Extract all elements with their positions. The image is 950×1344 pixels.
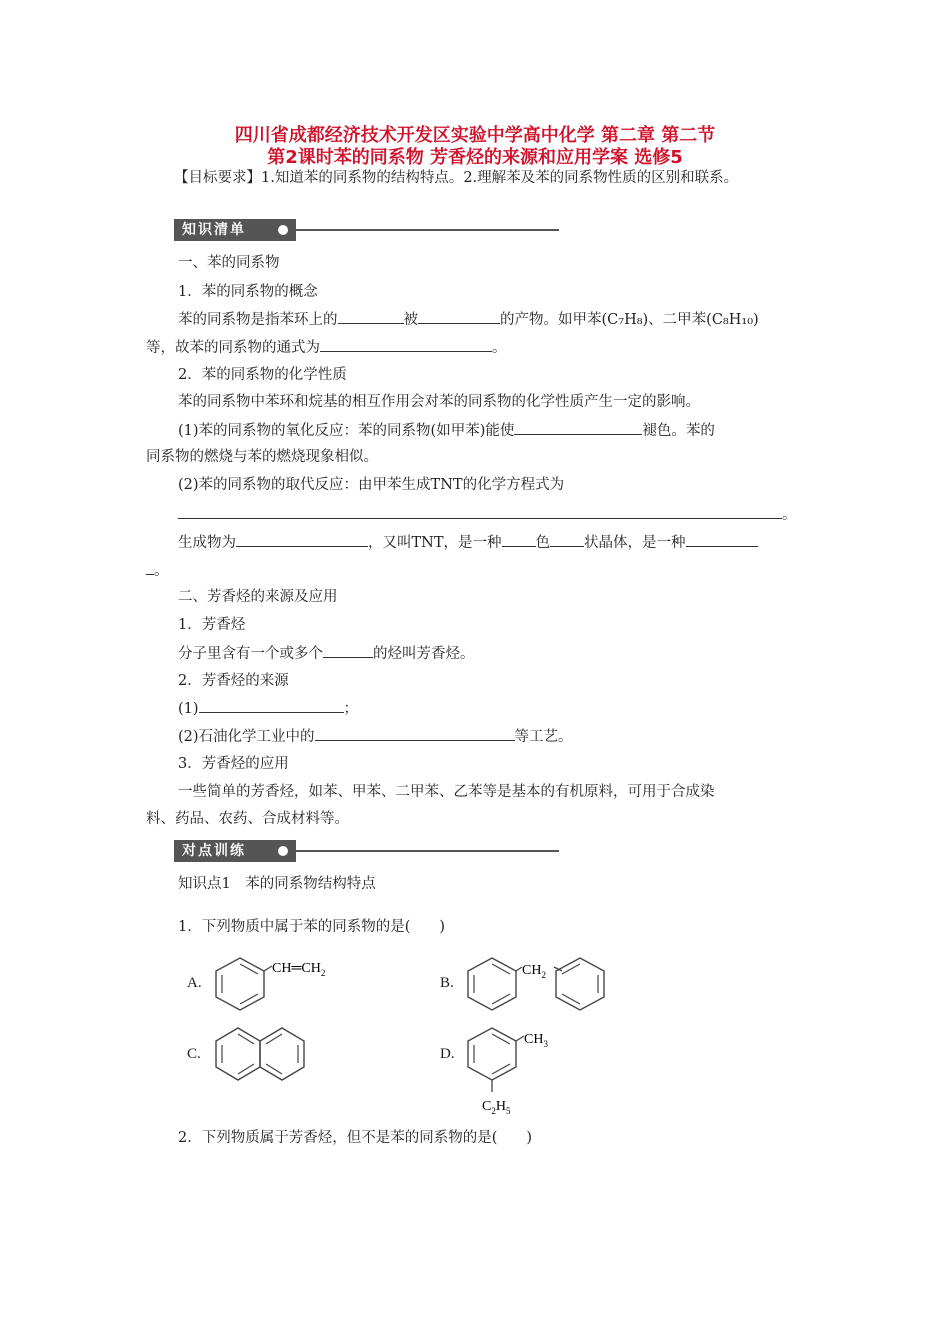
fill-blank[interactable] <box>199 698 344 713</box>
para-interaction: 苯的同系物中苯环和烷基的相互作用会对苯的同系物的化学性质产生一定的影响。 <box>178 394 700 410</box>
fill-blank[interactable] <box>146 560 154 575</box>
option-d-label[interactable]: D. <box>440 1046 455 1062</box>
option-c-label[interactable]: C. <box>187 1046 201 1062</box>
fill-blank[interactable] <box>178 504 782 519</box>
text: (1) <box>178 701 199 717</box>
bullet-dot-icon <box>278 846 288 856</box>
heading-benzene-homologs: 一、苯的同系物 <box>178 255 280 271</box>
section-bar-knowledge <box>174 219 559 241</box>
text: 。 <box>782 507 797 523</box>
styrene-structure-icon <box>210 952 350 1022</box>
fill-blank[interactable] <box>550 532 584 547</box>
ethyl-label: $C_2H_5$ <box>482 1099 511 1116</box>
para-equation-blank <box>178 504 797 525</box>
text: 。 <box>492 340 507 356</box>
para-substitution: (2)苯的同系物的取代反应：由甲苯生成TNT的化学方程式为 <box>178 477 565 493</box>
section-divider <box>296 229 559 231</box>
section-bar-label: 知识清单 <box>174 219 296 241</box>
para-applications-2: 料、药品、农药、合成材料等。 <box>146 811 349 827</box>
para-product <box>178 532 758 553</box>
text: ，又叫TNT，是一种 <box>368 535 502 551</box>
fill-blank[interactable] <box>338 309 404 324</box>
para-source-2 <box>178 726 573 747</box>
text: (2)石油化学工业中的 <box>178 729 315 745</box>
text: 分子里含有一个或多个 <box>178 646 323 662</box>
question-1: 1．下列物质中属于苯的同系物的是( ) <box>178 919 446 935</box>
question-2: 2．下列物质属于芳香烃，但不是苯的同系物的是( ) <box>178 1130 533 1146</box>
text: 苯的同系物是指苯环上的 <box>178 312 338 328</box>
fill-blank[interactable] <box>418 309 500 324</box>
fill-blank[interactable] <box>236 532 368 547</box>
para-source-1 <box>178 698 358 719</box>
para-formula <box>146 337 507 358</box>
fill-blank[interactable] <box>315 726 515 741</box>
fill-blank[interactable] <box>323 643 373 658</box>
text: 等，故苯的同系物的通式为 <box>146 340 320 356</box>
ethyltoluene-structure-icon <box>462 1022 572 1122</box>
text: 色 <box>535 535 551 551</box>
para-concept <box>178 309 759 330</box>
fill-blank[interactable] <box>502 532 536 547</box>
section-bar-practice <box>174 840 559 862</box>
text: 。 <box>154 563 169 579</box>
goal-label: 【目标要求】 <box>174 170 261 186</box>
doc-title-line2: 第2课时苯的同系物 芳香烃的来源和应用学案 选修5 <box>267 147 683 168</box>
naphthalene-structure-icon <box>210 1022 310 1092</box>
vinyl-group-label: $CH═CH_2$ <box>272 961 326 978</box>
text: 等工艺。 <box>514 729 573 745</box>
text: ； <box>343 701 359 717</box>
methyl-label: $CH_3$ <box>524 1032 548 1049</box>
goal-text: 1.知道苯的同系物的结构特点。2.理解苯及苯的同系物性质的区别和联系。 <box>261 170 739 186</box>
text: 的烃叫芳香烃。 <box>373 646 475 662</box>
text: 褪色。苯的 <box>642 423 715 439</box>
para-product-end <box>146 560 169 581</box>
knowledge-point-1: 知识点1 苯的同系物结构特点 <box>178 876 376 892</box>
section-bar-label: 对点训练 <box>174 840 296 862</box>
subheading-concept: 1．苯的同系物的概念 <box>178 284 318 300</box>
bullet-dot-icon <box>278 225 288 235</box>
heading-aromatic-sources: 二、芳香烃的来源及应用 <box>178 589 338 605</box>
option-a-label[interactable]: A. <box>187 975 202 991</box>
option-b-label[interactable]: B. <box>440 975 454 991</box>
text: 的产物。如甲苯(C₇H₈)、二甲苯(C₈H₁₀) <box>500 312 759 328</box>
para-oxidation <box>178 420 715 441</box>
text: 状晶体，是一种 <box>584 535 686 551</box>
fill-blank[interactable] <box>514 420 642 435</box>
diphenylmethane-structure-icon <box>462 952 612 1022</box>
subheading-sources: 2．芳香烃的来源 <box>178 673 289 689</box>
goal-line <box>174 168 738 188</box>
para-aromatic-def <box>178 643 475 664</box>
text: (1)苯的同系物的氧化反应：苯的同系物(如甲苯)能使 <box>178 423 515 439</box>
text: 生成物为 <box>178 535 236 551</box>
doc-title-line1: 四川省成都经济技术开发区实验中学高中化学 第二章 第二节 <box>234 125 716 146</box>
fill-blank[interactable] <box>320 337 492 352</box>
fill-blank[interactable] <box>686 532 758 547</box>
subheading-applications: 3．芳香烃的应用 <box>178 756 289 772</box>
para-combustion: 同系物的燃烧与苯的燃烧现象相似。 <box>146 449 378 465</box>
text: 被 <box>403 312 418 328</box>
subheading-chem-props: 2．苯的同系物的化学性质 <box>178 367 347 383</box>
section-divider <box>296 850 559 852</box>
para-applications-1: 一些简单的芳香烃，如苯、甲苯、二甲苯、乙苯等是基本的有机原料，可用于合成染 <box>178 784 715 800</box>
subheading-aromatic: 1．芳香烃 <box>178 617 246 633</box>
methylene-label: $CH_2$ <box>522 963 546 980</box>
